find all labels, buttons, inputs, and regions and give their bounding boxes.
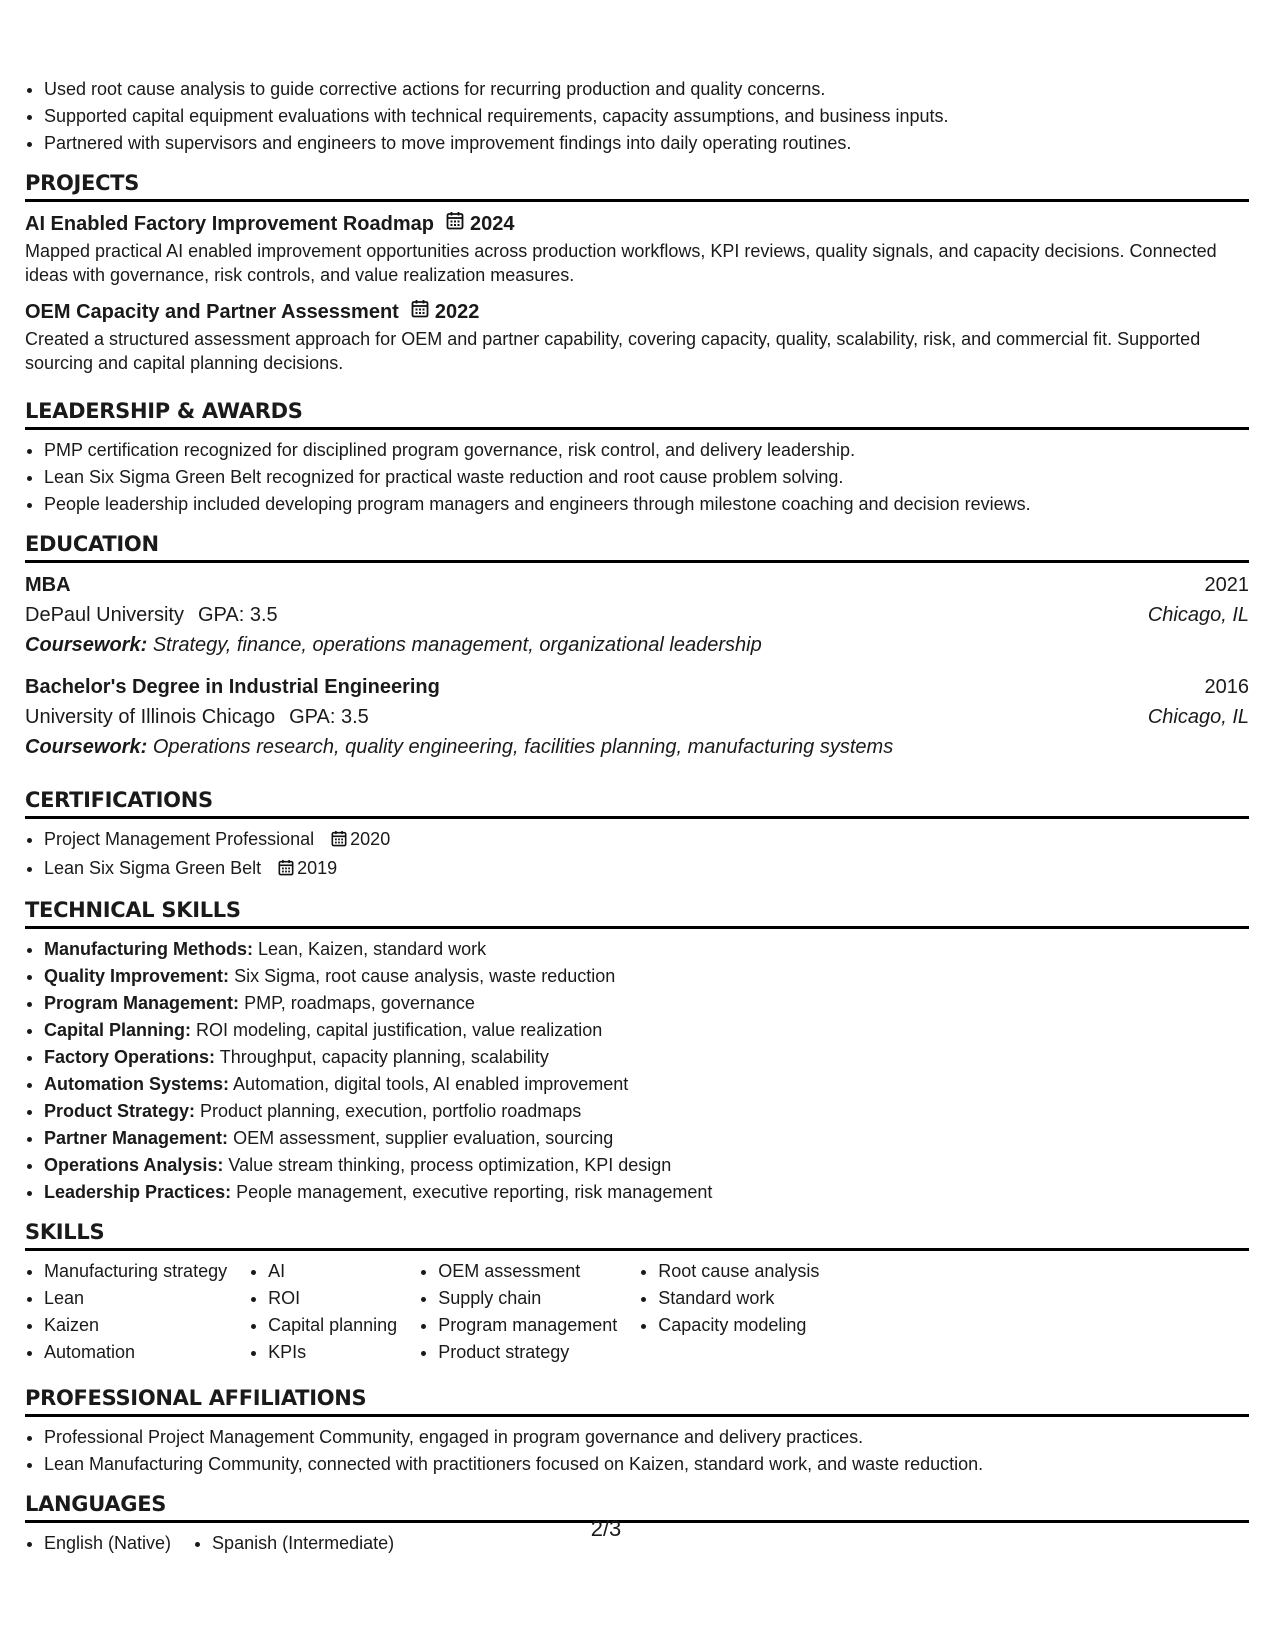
coursework-text: Operations research, quality engineering, facilities planning, manufacturing systems <box>152 736 894 758</box>
list-item <box>44 1071 1249 1098</box>
skill-values: PMP, roadmaps, governance <box>244 993 475 1013</box>
skills-grid <box>25 1258 1249 1366</box>
project-entry <box>25 209 1249 287</box>
list-item: • Product strategy <box>438 1339 617 1366</box>
skill-category: Automation Systems: <box>44 1074 230 1094</box>
skill-category: Program Management: <box>44 993 240 1013</box>
leadership-list <box>25 437 1249 518</box>
education-entry <box>25 570 1249 660</box>
section-heading-projects: PROJECTS <box>25 157 1249 202</box>
skill-category: Manufacturing Methods: <box>44 939 253 959</box>
coursework-text: Strategy, finance, operations management, organizational leadership <box>152 634 762 656</box>
skills-column <box>419 1258 617 1366</box>
skill-category: Capital Planning: <box>44 1020 192 1040</box>
list-item: • KPIs <box>268 1339 397 1366</box>
section-heading-affiliations: PROFESSIONAL AFFILIATIONS <box>25 1372 1249 1417</box>
location: Chicago, IL <box>1147 706 1249 728</box>
list-item <box>44 1098 1249 1125</box>
project-year: 2022 <box>434 301 480 323</box>
gpa: GPA: 3.5 <box>289 706 369 728</box>
graduation-year: 2021 <box>1204 574 1249 596</box>
graduation-year: 2016 <box>1204 676 1249 698</box>
school-name: University of Illinois Chicago <box>25 706 276 728</box>
list-item: • Automation <box>44 1339 227 1366</box>
page-number: 2/3 <box>590 1516 622 1541</box>
list-item: • AI <box>268 1258 397 1285</box>
skill-values: Automation, digital tools, AI enabled improvement <box>233 1074 629 1094</box>
list-item <box>44 826 1249 855</box>
list-item: • Manufacturing strategy <box>44 1258 227 1285</box>
skill-category: Partner Management: <box>44 1128 229 1148</box>
list-item: • Kaizen <box>44 1312 227 1339</box>
list-item <box>44 1017 1249 1044</box>
list-item: • Supply chain <box>438 1285 617 1312</box>
list-item: • Root cause analysis <box>658 1258 819 1285</box>
list-item: • Lean Six Sigma Green Belt recognized for practical waste reduction and root cause problem solving. <box>44 464 1249 491</box>
coursework <box>25 732 1249 762</box>
list-item: • English (Native) <box>44 1530 171 1557</box>
skill-values: Six Sigma, root cause analysis, waste reduction <box>234 966 616 986</box>
certifications-list <box>25 826 1249 884</box>
project-entry <box>25 297 1249 375</box>
list-item <box>44 936 1249 963</box>
skills-column <box>249 1258 397 1366</box>
project-title: OEM Capacity and Partner Assessment <box>25 301 399 323</box>
resume-page <box>25 76 1249 1557</box>
section-heading-languages: LANGUAGES <box>25 1478 1249 1523</box>
section-heading-leadership: LEADERSHIP & AWARDS <box>25 385 1249 430</box>
gpa: GPA: 3.5 <box>197 604 278 626</box>
list-item: • ROI <box>268 1285 397 1312</box>
project-description: Mapped practical AI enabled improvement opportunities across production workflows, KPI reviews, quality signals, and capacity decisions. Connected ideas with governance, risk controls, and value realization measures. <box>25 241 1217 285</box>
project-description: Created a structured assessment approach for OEM and partner capability, covering capacity, quality, scalability, risk, and commercial fit. Supported sourcing and capital planning decisions. <box>25 329 1201 373</box>
coursework <box>25 630 1249 660</box>
list-item: • Standard work <box>658 1285 819 1312</box>
list-item: • OEM assessment <box>438 1258 617 1285</box>
list-item: • Professional Project Management Community, engaged in program governance and delivery practices. <box>44 1424 1249 1451</box>
skills-column <box>639 1258 819 1366</box>
degree: Bachelor's Degree in Industrial Engineering <box>25 676 440 698</box>
certification-name: Lean Six Sigma Green Belt <box>44 858 262 878</box>
list-item: • Capacity modeling <box>658 1312 819 1339</box>
skill-values: Value stream thinking, process optimization, KPI design <box>228 1155 672 1175</box>
list-item <box>44 1125 1249 1152</box>
project-year: 2024 <box>469 213 515 235</box>
section-heading-certifications: CERTIFICATIONS <box>25 774 1249 819</box>
skill-category: Factory Operations: <box>44 1047 216 1067</box>
certification-year: 2020 <box>350 829 391 849</box>
section-heading-technical-skills: TECHNICAL SKILLS <box>25 884 1249 929</box>
list-item: • Spanish (Intermediate) <box>212 1530 394 1557</box>
list-item: • Used root cause analysis to guide corrective actions for recurring production and quality concerns. <box>44 76 1249 103</box>
list-item: • People leadership included developing program managers and engineers through milestone coaching and decision reviews. <box>44 491 1249 518</box>
list-item: • Program management <box>438 1312 617 1339</box>
experience-bullets <box>25 76 1249 157</box>
skills-column <box>25 1258 227 1366</box>
skill-values: Lean, Kaizen, standard work <box>258 939 487 959</box>
skill-category: Leadership Practices: <box>44 1182 232 1202</box>
skill-values: OEM assessment, supplier evaluation, sourcing <box>233 1128 614 1148</box>
skill-category: Product Strategy: <box>44 1101 196 1121</box>
skill-values: Product planning, execution, portfolio roadmaps <box>200 1101 582 1121</box>
list-item: • Partnered with supervisors and engineers to move improvement findings into daily operating routines. <box>44 130 1249 157</box>
skill-category: Quality Improvement: <box>44 966 230 986</box>
skill-values: People management, executive reporting, risk management <box>236 1182 713 1202</box>
certification-year: 2019 <box>297 858 338 878</box>
list-item: • Capital planning <box>268 1312 397 1339</box>
list-item <box>44 1152 1249 1179</box>
affiliations-list <box>25 1424 1249 1478</box>
degree: MBA <box>25 574 71 596</box>
calendar-icon <box>411 297 429 327</box>
list-item <box>44 990 1249 1017</box>
list-item: • PMP certification recognized for disciplined program governance, risk control, and delivery leadership. <box>44 437 1249 464</box>
section-heading-skills: SKILLS <box>25 1206 1249 1251</box>
skill-values: ROI modeling, capital justification, value realization <box>196 1020 603 1040</box>
calendar-icon <box>331 828 347 855</box>
list-item: • Lean <box>44 1285 227 1312</box>
certification-name: Project Management Professional <box>44 829 315 849</box>
list-item <box>44 1179 1249 1206</box>
education-entry <box>25 672 1249 762</box>
section-heading-education: EDUCATION <box>25 518 1249 563</box>
list-item: • Lean Manufacturing Community, connected with practitioners focused on Kaizen, standard work, and waste reduction. <box>44 1451 1249 1478</box>
list-item <box>44 855 1249 884</box>
technical-skills-list <box>25 936 1249 1206</box>
skill-category: Operations Analysis: <box>44 1155 224 1175</box>
coursework-label: Coursework: <box>25 634 148 656</box>
project-title: AI Enabled Factory Improvement Roadmap <box>25 213 434 235</box>
calendar-icon <box>446 209 464 239</box>
list-item <box>44 963 1249 990</box>
location: Chicago, IL <box>1147 604 1249 626</box>
school-name: DePaul University <box>25 604 184 626</box>
skill-values: Throughput, capacity planning, scalability <box>219 1047 549 1067</box>
coursework-label: Coursework: <box>25 736 148 758</box>
calendar-icon <box>278 857 294 884</box>
list-item: • Supported capital equipment evaluations with technical requirements, capacity assumptions, and business inputs. <box>44 103 1249 130</box>
list-item <box>44 1044 1249 1071</box>
